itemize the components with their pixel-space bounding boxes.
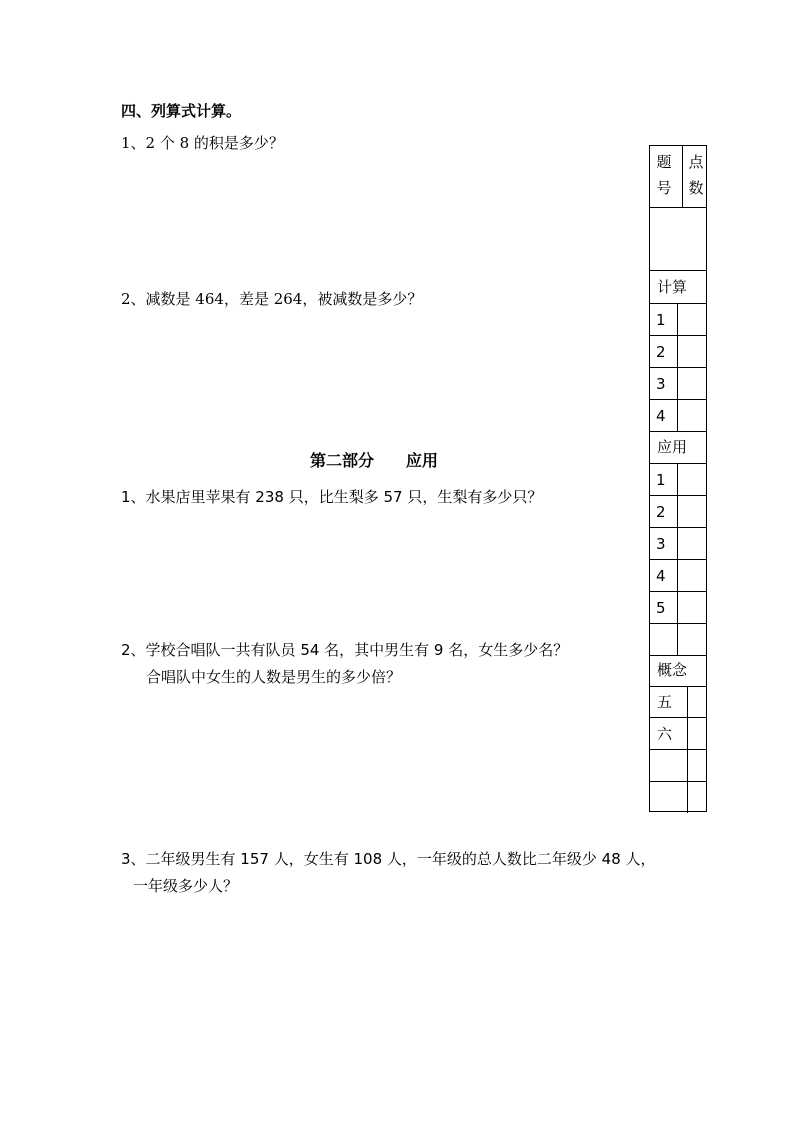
question-2: 2、减数是 464，差是 264，被减数是多少？ xyxy=(121,290,423,308)
apply-row-5: 5 xyxy=(656,599,666,617)
application-question-1: 1、水果店里苹果有 238 只，比生梨多 57 只，生梨有多少只？ xyxy=(121,488,543,506)
calc-row-3: 3 xyxy=(656,375,666,393)
apply-row-4: 4 xyxy=(656,567,666,585)
section-calc-label: 计算 xyxy=(657,278,688,296)
concept-row-6: 六 xyxy=(657,725,673,743)
part-title: 第二部分 应用 xyxy=(310,451,439,470)
section-apply-label: 应用 xyxy=(657,438,688,456)
application-question-2-line2: 合唱队中女生的人数是男生的多少倍？ xyxy=(146,668,402,686)
application-question-3: 3、二年级男生有 157 人，女生有 108 人，一年级的总人数比二年级少 48 人， xyxy=(121,850,656,868)
section-heading: 四、列算式计算。 xyxy=(121,102,242,120)
question-1: 1、2 个 8 的积是多少？ xyxy=(121,134,284,152)
calc-row-1: 1 xyxy=(656,311,666,329)
concept-row-5: 五 xyxy=(657,693,673,711)
header-char: 号 xyxy=(656,179,672,197)
calc-row-4: 4 xyxy=(656,407,666,425)
calc-row-2: 2 xyxy=(656,343,666,361)
application-question-3-line2: 一年级多少人？ xyxy=(133,877,239,895)
header-char: 点 xyxy=(688,153,704,171)
apply-row-3: 3 xyxy=(656,535,666,553)
application-question-2: 2、学校合唱队一共有队员 54 名，其中男生有 9 名，女生多少名？ xyxy=(121,641,569,659)
header-points-col xyxy=(686,149,706,201)
apply-row-1: 1 xyxy=(656,471,666,489)
header-char: 数 xyxy=(688,179,704,197)
header-char: 题 xyxy=(656,153,672,171)
header-question-number-col xyxy=(654,149,674,201)
score-table xyxy=(649,145,707,812)
section-concept-label: 概念 xyxy=(657,661,688,679)
apply-row-2: 2 xyxy=(656,503,666,521)
